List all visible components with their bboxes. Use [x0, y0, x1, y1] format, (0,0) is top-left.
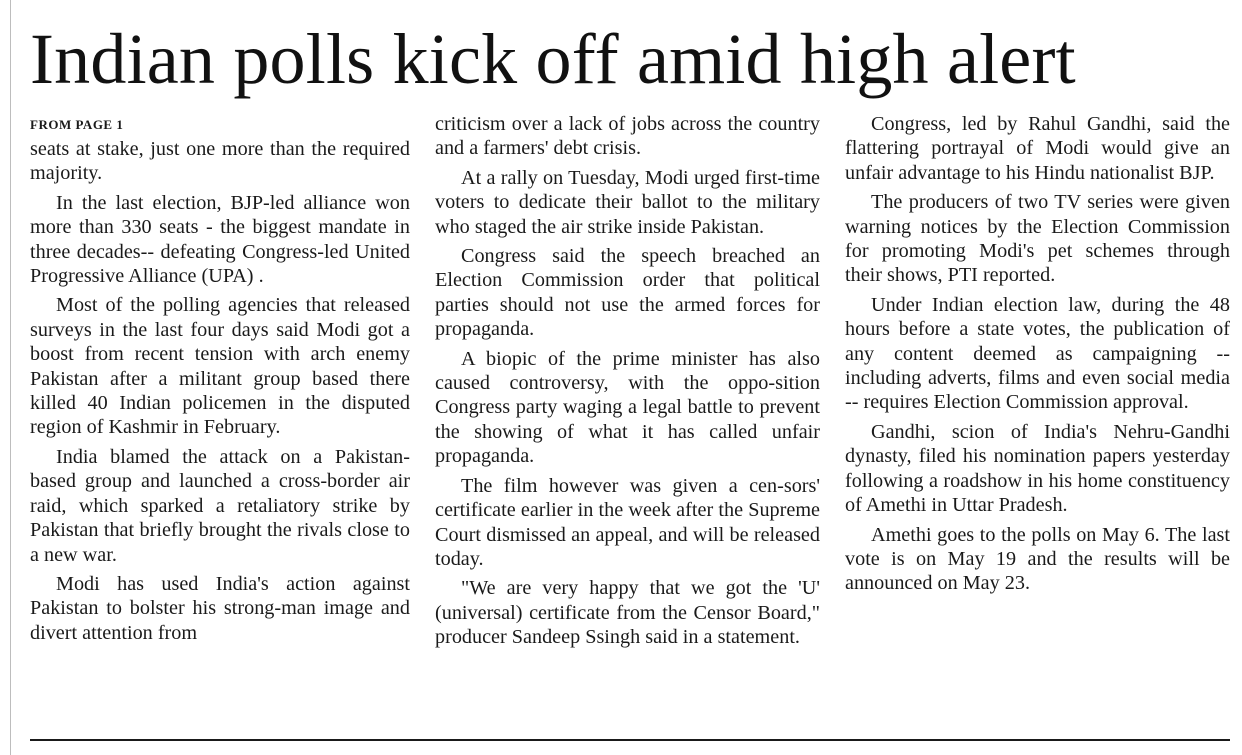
- paragraph: At a rally on Tuesday, Modi urged first-time voters to dedicate their ballot to the military who staged the air strike inside Pakistan.: [435, 166, 820, 238]
- paragraph: Under Indian election law, during the 48 hours before a state votes, the publication of any content deemed as campaigning -- including adverts, films and even social media -- requires Election Commission approval.: [845, 293, 1230, 414]
- paragraph: criticism over a lack of jobs across the country and a farmers' debt crisis.: [435, 113, 820, 160]
- article-column-3: [845, 112, 1230, 601]
- paragraph: The producers of two TV series were given warning notices by the Election Commission for promoting Modi's pet schemes through their shows, PTI reported.: [845, 191, 1230, 287]
- article-column-2: [435, 112, 820, 655]
- paragraph: "We are very happy that we got the 'U' (universal) certificate from the Censor Board," producer Sandeep Ssingh said in a statement.: [435, 577, 820, 649]
- paragraph: Congress said the speech breached an Election Commission order that political parties should not use the armed forces for propaganda.: [435, 245, 820, 341]
- paragraph: Modi has used India's action against Pakistan to bolster his strong-man image and divert attention from: [30, 572, 410, 644]
- paragraph: Most of the polling agencies that released surveys in the last four days said Modi got a boost from recent tension with arch enemy Pakistan after a militant group based there killed 40 Indian policemen in the disputed region of Kashmir in February.: [30, 294, 410, 439]
- headline: Indian polls kick off amid high alert: [30, 19, 1076, 99]
- paragraph: The film however was given a cen-sors' certificate earlier in the week after the Supreme Court dismissed an appeal, and will be released today.: [435, 474, 820, 570]
- paragraph: seats at stake, just one more than the required majority.: [30, 138, 410, 185]
- paragraph: In the last election, BJP-led alliance won more than 330 seats - the biggest mandate in three decades-- defeating Congress-led United Progressive Alliance (UPA) .: [30, 191, 410, 288]
- paragraph: A biopic of the prime minister has also caused controversy, with the oppo-sition Congress party waging a legal battle to prevent the showing of what it has called unfair propaganda.: [435, 347, 820, 468]
- paragraph: India blamed the attack on a Pakistan-based group and launched a cross-border air raid, which sparked a retaliatory strike by Pakistan that briefly brought the rivals close to a new war.: [30, 445, 410, 566]
- kicker: FROM PAGE 1: [30, 117, 124, 132]
- bottom-rule: [30, 739, 1230, 741]
- left-column-rule: [10, 0, 11, 755]
- paragraph: Gandhi, scion of India's Nehru-Gandhi dynasty, filed his nomination papers yesterday following a roadshow in his home constituency of Amethi in Uttar Pradesh.: [845, 420, 1230, 517]
- article-column-1: [30, 112, 410, 650]
- paragraph: Congress, led by Rahul Gandhi, said the flattering portrayal of Modi would give an unfair advantage to his Hindu nationalist BJP.: [845, 113, 1230, 184]
- paragraph: Amethi goes to the polls on May 6. The last vote is on May 19 and the results will be announced on May 23.: [845, 523, 1230, 595]
